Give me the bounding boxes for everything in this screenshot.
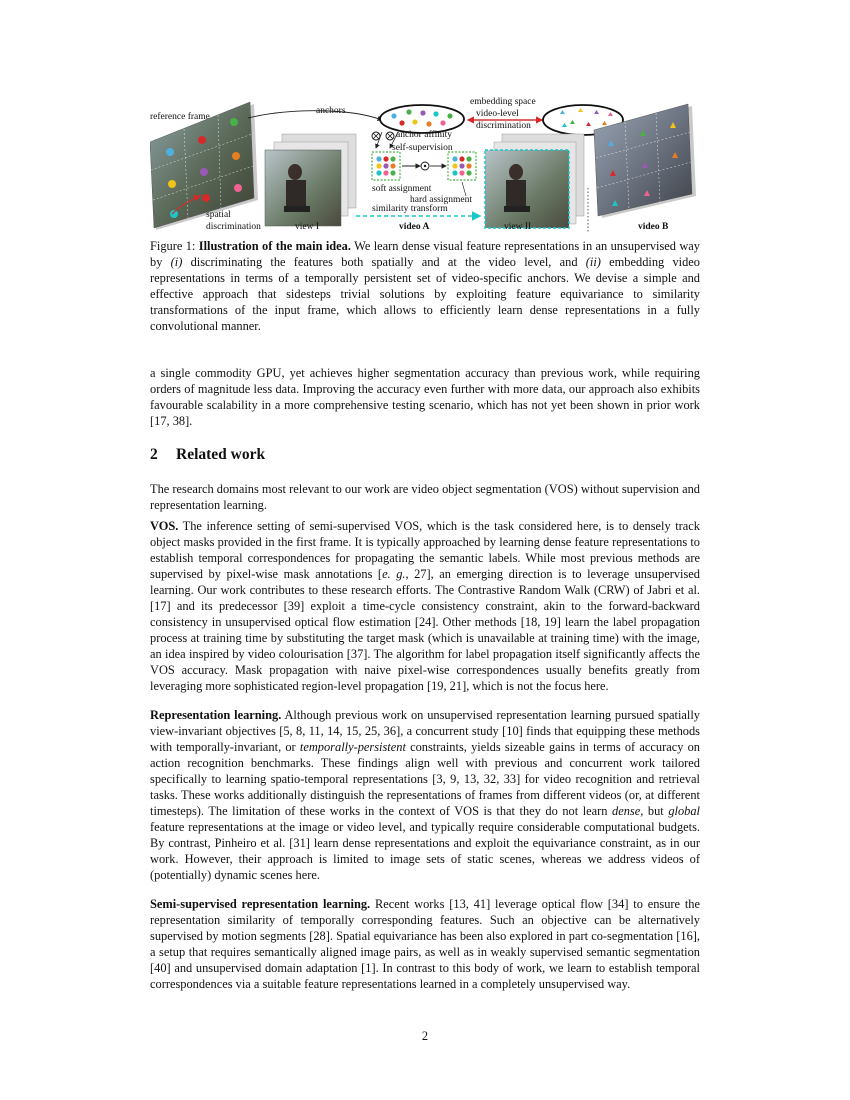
label-discrimination: discrimination <box>476 121 531 131</box>
semi-supervised-heading: Semi-supervised representation learning. <box>150 897 371 911</box>
related-intro-paragraph: The research domains most relevant to our work are video object segmentation (VOS) without supervision and representation learning. <box>150 482 700 512</box>
label-embedding-space: embedding space <box>470 97 536 107</box>
label-spatial-discrimination: discrimination <box>206 222 261 232</box>
label-video-a: video A <box>399 222 430 232</box>
label-reference-frame: reference frame <box>150 112 210 122</box>
semi-supervised-paragraph: Semi-supervised representation learning. Recent works [13, 41] leverage optical flow [34] to ensure the representation similarity of temporally corresponding features. Such an objective can be alternatively supervised by motion segments [28]. Spatial equivariance has been also explored in part co-segmentation [16], a setup that requires semantically aligned image pairs, as well as in weakly supervised semantic segmentation [40] and unsupervised domain adaptation [1]. In contrast to this body of work, we learn to establish temporal correspondences via a suitable feature representations learned in a completely unsupervised way. <box>150 897 700 991</box>
label-self-supervision: self-supervision <box>392 143 453 153</box>
vos-heading: VOS. <box>150 519 179 533</box>
figure-illustration <box>150 92 702 238</box>
label-video-b: video B <box>638 222 669 232</box>
view-2-frames <box>485 134 584 228</box>
label-hard-assignment: hard assignment <box>410 195 473 205</box>
hard-assignment-grid <box>448 152 476 180</box>
view-1-frames <box>265 134 356 226</box>
section-number: 2 <box>150 446 158 463</box>
label-similarity-transform: similarity transform <box>372 204 448 214</box>
page-number: 2 <box>421 1029 429 1043</box>
label-spatial: spatial <box>206 210 231 220</box>
caption-prefix: Figure 1: <box>150 239 196 253</box>
figure-1 <box>150 92 702 238</box>
label-anchors: anchors <box>316 106 346 116</box>
label-soft-assignment: soft assignment <box>372 184 432 194</box>
label-view-2: view II <box>504 222 532 232</box>
caption-title: Illustration of the main idea. <box>198 239 351 253</box>
figure-caption: Figure 1: Illustration of the main idea. We learn dense visual feature representations in an unsupervised way by (i) discriminating the features both spatially and at the video level, and (ii) embedding video representations in terms of a temporally persistent set of video-specific anchors. We devise a simple and effective approach that sidesteps trivial solutions by exploiting feature equivariance to similarity transformations of the input frame, which allows to efficiently learn dense representations in a fully convolutional manner. <box>150 239 701 333</box>
label-anchor-affinity: anchor affinity <box>396 130 453 140</box>
section-title: Related work <box>176 446 266 463</box>
representation-learning-heading: Representation learning. <box>150 708 282 722</box>
label-video-level: video-level <box>476 109 519 119</box>
label-view-1: view I <box>295 222 320 232</box>
vos-paragraph: VOS. The inference setting of semi-supervised VOS, which is the task considered here, is to densely track object masks provided in the first frame. It is typically approached by learning dense feature representations to establish temporal correspondences for propagating the semantic labels. While most previous methods are supervised by pixel-wise mask annotations [e. g., 27], an emerging direction is to leverage unsupervised learning. Our work contributes to these research efforts. The Contrastive Random Walk (CRW) of Jabri et al. [17] and its predecessor [39] exploit a time-cycle consistency constraint, akin to the forward-backward consistency in unsupervised optical flow estimation [24]. Other methods [18, 19] learn the label propagation process at training time by substituting the target mask (which is unavailable at training time) with the image, an idea inspired by video colourisation [37]. The algorithm for label propagation itself significantly affects the VOS accuracy. Mask propagation with naive pixel-wise correspondences usually benefits greatly from leveraging more sophisticated region-level propagation [19, 21], which is not the focus here. <box>150 519 700 693</box>
representation-learning-paragraph: Representation learning. Although previous work on unsupervised representation learning pursued spatially view-invariant objectives [5, 8, 11, 14, 15, 25, 36], a concurrent study [10] finds that equipping these methods with temporally-invariant, or temporally-persistent constraints, yields sizeable gains in terms of accuracy on action recognition benchmarks. These findings align well with previous and concurrent work tailored specifically to learning spatio-temporal representations [3, 9, 13, 32, 33] for video recognition and retrieval tasks. These works additionally distinguish the representations of frames from different videos (or, at different timesteps). The limitation of these works in the context of VOS is that they do not learn dense, but global feature representations at the image or video level, and typically require considerable computational budgets. By contrast, Pinheiro et al. [31] learn dense representations and exploit the equivariance constraint, as in our work. However, their approach is limited to image sets of static scenes, whereas we address videos of (potentially) dynamic scenes here. <box>150 708 700 882</box>
section-heading <box>150 446 265 464</box>
soft-assignment-grid <box>372 152 400 180</box>
intro-paragraph: a single commodity GPU, yet achieves higher segmentation accuracy than previous work, while requiring orders of magnitude less data. Improving the accuracy even further with more data, our approach also exhibits favourable scalability in a more comprehensive testing scenario, which has not yet been shown in prior work [17, 38]. <box>150 366 700 428</box>
embedding-space-ellipse <box>380 105 464 133</box>
